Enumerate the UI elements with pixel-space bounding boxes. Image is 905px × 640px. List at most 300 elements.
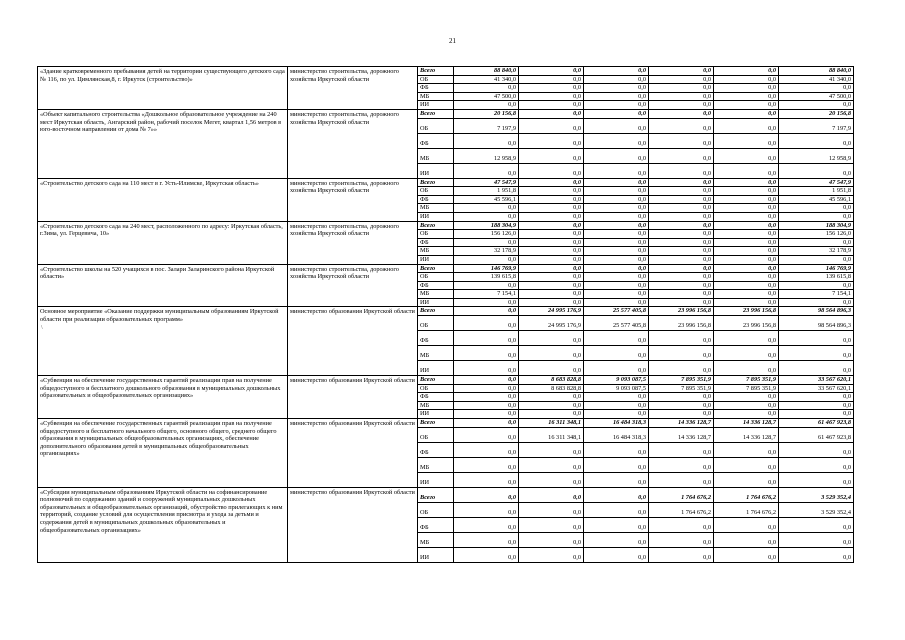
year-value-cell: 23 996 156,8 bbox=[649, 316, 714, 331]
total-cell: 0,0 bbox=[779, 346, 854, 361]
total-cell: 0,0 bbox=[779, 532, 854, 547]
year-value-cell: 0,0 bbox=[714, 346, 779, 361]
year-value-cell: 0,0 bbox=[714, 109, 779, 118]
funding-source: ИИ bbox=[418, 472, 454, 487]
total-cell: 1 951,8 bbox=[779, 187, 854, 196]
year-value-cell: 0,0 bbox=[454, 502, 519, 517]
year-value-cell: 0,0 bbox=[714, 212, 779, 221]
year-value-cell: 0,0 bbox=[519, 346, 584, 361]
year-value-cell: 0,0 bbox=[454, 384, 519, 393]
year-value-cell: 0,0 bbox=[714, 133, 779, 148]
year-value-cell: 0,0 bbox=[519, 148, 584, 163]
year-value-cell: 0,0 bbox=[584, 255, 649, 264]
funding-source: Всего bbox=[418, 109, 454, 118]
total-cell: 0,0 bbox=[779, 133, 854, 148]
year-value-cell: 0,0 bbox=[519, 221, 584, 230]
year-value-cell: 0,0 bbox=[454, 101, 519, 110]
total-cell: 45 596,1 bbox=[779, 195, 854, 204]
year-value-cell: 0,0 bbox=[454, 298, 519, 307]
total-cell: 47 547,9 bbox=[779, 178, 854, 187]
year-value-cell: 188 304,9 bbox=[454, 221, 519, 230]
year-value-cell: 14 336 128,7 bbox=[714, 419, 779, 428]
total-cell: 0,0 bbox=[779, 238, 854, 247]
scan-mark: \ bbox=[41, 325, 43, 331]
year-value-cell: 0,0 bbox=[519, 547, 584, 562]
year-value-cell: 0,0 bbox=[714, 84, 779, 93]
table-row bbox=[38, 307, 854, 316]
year-value-cell: 0,0 bbox=[584, 148, 649, 163]
responsible-executor: министерство образования Иркутской области bbox=[288, 419, 418, 488]
funding-source: ИИ bbox=[418, 212, 454, 221]
total-cell: 156 126,0 bbox=[779, 230, 854, 239]
total-cell: 0,0 bbox=[779, 331, 854, 346]
year-value-cell: 0,0 bbox=[584, 290, 649, 299]
year-value-cell: 0,0 bbox=[714, 401, 779, 410]
year-value-cell: 0,0 bbox=[584, 264, 649, 273]
year-value-cell: 0,0 bbox=[519, 178, 584, 187]
year-value-cell: 0,0 bbox=[519, 204, 584, 213]
funding-source: Всего bbox=[418, 376, 454, 385]
year-value-cell: 0,0 bbox=[714, 75, 779, 84]
year-value-cell: 0,0 bbox=[649, 298, 714, 307]
table-row bbox=[38, 419, 854, 428]
year-value-cell: 0,0 bbox=[714, 204, 779, 213]
year-value-cell: 0,0 bbox=[714, 230, 779, 239]
year-value-cell: 0,0 bbox=[454, 410, 519, 419]
table-row bbox=[38, 221, 854, 230]
total-cell: 61 467 923,8 bbox=[779, 419, 854, 428]
responsible-executor: министерство строительства, дорожного хозяйства Иркутской области bbox=[288, 221, 418, 264]
funding-source: Всего bbox=[418, 307, 454, 316]
year-value-cell: 0,0 bbox=[584, 472, 649, 487]
year-value-cell: 0,0 bbox=[584, 118, 649, 133]
total-cell: 0,0 bbox=[779, 442, 854, 457]
year-value-cell: 14 336 128,7 bbox=[649, 427, 714, 442]
year-value-cell: 0,0 bbox=[649, 109, 714, 118]
year-value-cell: 0,0 bbox=[519, 75, 584, 84]
total-cell: 47 500,0 bbox=[779, 92, 854, 101]
funding-source: МБ bbox=[418, 148, 454, 163]
year-value-cell: 14 336 128,7 bbox=[649, 419, 714, 428]
total-cell: 0,0 bbox=[779, 472, 854, 487]
year-value-cell: 0,0 bbox=[714, 393, 779, 402]
year-value-cell: 0,0 bbox=[649, 547, 714, 562]
year-value-cell: 0,0 bbox=[714, 238, 779, 247]
total-cell: 0,0 bbox=[779, 84, 854, 93]
funding-source: ФБ bbox=[418, 133, 454, 148]
year-value-cell: 0,0 bbox=[714, 273, 779, 282]
year-value-cell: 0,0 bbox=[519, 212, 584, 221]
year-value-cell: 0,0 bbox=[519, 502, 584, 517]
year-value-cell: 0,0 bbox=[454, 331, 519, 346]
year-value-cell: 0,0 bbox=[454, 472, 519, 487]
funding-source: ФБ bbox=[418, 442, 454, 457]
year-value-cell: 16 311 348,1 bbox=[519, 427, 584, 442]
year-value-cell: 0,0 bbox=[584, 187, 649, 196]
year-value-cell: 0,0 bbox=[649, 517, 714, 532]
year-value-cell: 41 340,0 bbox=[454, 75, 519, 84]
total-cell: 0,0 bbox=[779, 517, 854, 532]
measure-name: «Объект капитального строительства «Дошкольное образовательное учреждение на 240 мест Иркутская область, Ангарский район, рабочий поселок Мегет, квартал 1,56 метров в юго-восточном направлении от дома № 7»» bbox=[38, 109, 288, 178]
year-value-cell: 0,0 bbox=[454, 457, 519, 472]
total-cell: 0,0 bbox=[779, 361, 854, 376]
year-value-cell: 0,0 bbox=[584, 517, 649, 532]
responsible-executor: министерство строительства, дорожного хозяйства Иркутской области bbox=[288, 264, 418, 307]
year-value-cell: 1 764 676,2 bbox=[714, 487, 779, 502]
year-value-cell: 0,0 bbox=[584, 133, 649, 148]
year-value-cell: 0,0 bbox=[454, 346, 519, 361]
year-value-cell: 9 093 087,5 bbox=[584, 384, 649, 393]
year-value-cell: 0,0 bbox=[714, 532, 779, 547]
year-value-cell: 0,0 bbox=[519, 195, 584, 204]
total-cell: 188 304,9 bbox=[779, 221, 854, 230]
year-value-cell: 0,0 bbox=[714, 517, 779, 532]
year-value-cell: 0,0 bbox=[649, 101, 714, 110]
total-cell: 0,0 bbox=[779, 298, 854, 307]
year-value-cell: 0,0 bbox=[649, 401, 714, 410]
year-value-cell: 0,0 bbox=[454, 532, 519, 547]
year-value-cell: 0,0 bbox=[714, 547, 779, 562]
year-value-cell: 0,0 bbox=[519, 487, 584, 502]
total-cell: 0,0 bbox=[779, 101, 854, 110]
page-number: 21 bbox=[449, 37, 456, 45]
year-value-cell: 0,0 bbox=[584, 487, 649, 502]
year-value-cell: 0,0 bbox=[649, 195, 714, 204]
year-value-cell: 16 484 318,3 bbox=[584, 427, 649, 442]
year-value-cell: 0,0 bbox=[714, 442, 779, 457]
year-value-cell: 0,0 bbox=[649, 230, 714, 239]
year-value-cell: 0,0 bbox=[649, 442, 714, 457]
year-value-cell: 0,0 bbox=[649, 178, 714, 187]
total-cell: 0,0 bbox=[779, 204, 854, 213]
funding-source: ОБ bbox=[418, 316, 454, 331]
year-value-cell: 7 895 351,9 bbox=[649, 376, 714, 385]
year-value-cell: 0,0 bbox=[714, 148, 779, 163]
year-value-cell: 156 126,0 bbox=[454, 230, 519, 239]
year-value-cell: 0,0 bbox=[584, 401, 649, 410]
year-value-cell: 0,0 bbox=[584, 195, 649, 204]
year-value-cell: 23 996 156,8 bbox=[714, 316, 779, 331]
year-value-cell: 0,0 bbox=[454, 376, 519, 385]
year-value-cell: 0,0 bbox=[454, 419, 519, 428]
year-value-cell: 0,0 bbox=[454, 393, 519, 402]
year-value-cell: 0,0 bbox=[584, 298, 649, 307]
total-cell: 41 340,0 bbox=[779, 75, 854, 84]
funding-source: ФБ bbox=[418, 84, 454, 93]
year-value-cell: 47 500,0 bbox=[454, 92, 519, 101]
funding-source: ОБ bbox=[418, 502, 454, 517]
year-value-cell: 0,0 bbox=[649, 133, 714, 148]
year-value-cell: 0,0 bbox=[584, 109, 649, 118]
total-cell: 7 197,9 bbox=[779, 118, 854, 133]
year-value-cell: 0,0 bbox=[649, 290, 714, 299]
total-cell: 0,0 bbox=[779, 547, 854, 562]
funding-source: МБ bbox=[418, 401, 454, 410]
year-value-cell: 0,0 bbox=[584, 442, 649, 457]
year-value-cell: 0,0 bbox=[519, 118, 584, 133]
table-row bbox=[38, 109, 854, 118]
total-cell: 61 467 923,8 bbox=[779, 427, 854, 442]
year-value-cell: 0,0 bbox=[584, 273, 649, 282]
total-cell: 12 958,9 bbox=[779, 148, 854, 163]
year-value-cell: 0,0 bbox=[519, 84, 584, 93]
year-value-cell: 88 840,0 bbox=[454, 67, 519, 76]
total-cell: 88 840,0 bbox=[779, 67, 854, 76]
funding-source: ИИ bbox=[418, 361, 454, 376]
year-value-cell: 0,0 bbox=[714, 195, 779, 204]
year-value-cell: 0,0 bbox=[454, 487, 519, 502]
year-value-cell: 0,0 bbox=[649, 163, 714, 178]
year-value-cell: 0,0 bbox=[584, 346, 649, 361]
total-cell: 0,0 bbox=[779, 410, 854, 419]
year-value-cell: 0,0 bbox=[454, 427, 519, 442]
measure-name: «Строительство детского сада на 240 мест, расположенного по адресу: Иркутская область, г.Зима, ул. Герцевича, 10» bbox=[38, 221, 288, 264]
year-value-cell: 0,0 bbox=[714, 472, 779, 487]
year-value-cell: 0,0 bbox=[519, 331, 584, 346]
year-value-cell: 25 577 405,8 bbox=[584, 316, 649, 331]
year-value-cell: 0,0 bbox=[714, 187, 779, 196]
year-value-cell: 0,0 bbox=[584, 532, 649, 547]
year-value-cell: 0,0 bbox=[519, 67, 584, 76]
total-cell: 0,0 bbox=[779, 401, 854, 410]
year-value-cell: 0,0 bbox=[454, 442, 519, 457]
funding-table bbox=[37, 66, 854, 563]
responsible-executor: министерство образования Иркутской области bbox=[288, 307, 418, 376]
year-value-cell: 45 596,1 bbox=[454, 195, 519, 204]
year-value-cell: 16 311 348,1 bbox=[519, 419, 584, 428]
year-value-cell: 0,0 bbox=[649, 247, 714, 256]
year-value-cell: 0,0 bbox=[714, 67, 779, 76]
year-value-cell: 1 764 676,2 bbox=[649, 502, 714, 517]
year-value-cell: 0,0 bbox=[649, 221, 714, 230]
year-value-cell: 24 995 176,9 bbox=[519, 307, 584, 316]
funding-source: ОБ bbox=[418, 384, 454, 393]
funding-source: ОБ bbox=[418, 230, 454, 239]
year-value-cell: 0,0 bbox=[454, 401, 519, 410]
funding-source: МБ bbox=[418, 290, 454, 299]
year-value-cell: 12 958,9 bbox=[454, 148, 519, 163]
responsible-executor: министерство строительства, дорожного хозяйства Иркутской области bbox=[288, 67, 418, 110]
year-value-cell: 0,0 bbox=[649, 92, 714, 101]
year-value-cell: 0,0 bbox=[584, 101, 649, 110]
year-value-cell: 0,0 bbox=[649, 472, 714, 487]
year-value-cell: 0,0 bbox=[714, 163, 779, 178]
funding-source: ИИ bbox=[418, 410, 454, 419]
funding-source: ФБ bbox=[418, 195, 454, 204]
year-value-cell: 0,0 bbox=[519, 238, 584, 247]
year-value-cell: 0,0 bbox=[519, 101, 584, 110]
year-value-cell: 0,0 bbox=[714, 331, 779, 346]
year-value-cell: 0,0 bbox=[649, 148, 714, 163]
total-cell: 33 567 620,1 bbox=[779, 384, 854, 393]
year-value-cell: 139 615,8 bbox=[454, 273, 519, 282]
year-value-cell: 0,0 bbox=[454, 255, 519, 264]
year-value-cell: 0,0 bbox=[519, 532, 584, 547]
table-row bbox=[38, 487, 854, 502]
year-value-cell: 1 951,8 bbox=[454, 187, 519, 196]
year-value-cell: 14 336 128,7 bbox=[714, 427, 779, 442]
year-value-cell: 0,0 bbox=[714, 457, 779, 472]
year-value-cell: 0,0 bbox=[714, 290, 779, 299]
year-value-cell: 0,0 bbox=[649, 238, 714, 247]
year-value-cell: 0,0 bbox=[519, 133, 584, 148]
year-value-cell: 0,0 bbox=[454, 212, 519, 221]
year-value-cell: 0,0 bbox=[454, 517, 519, 532]
funding-source: ИИ bbox=[418, 255, 454, 264]
year-value-cell: 0,0 bbox=[584, 238, 649, 247]
year-value-cell: 23 996 156,8 bbox=[714, 307, 779, 316]
funding-source: МБ bbox=[418, 247, 454, 256]
year-value-cell: 0,0 bbox=[649, 281, 714, 290]
year-value-cell: 0,0 bbox=[584, 221, 649, 230]
year-value-cell: 0,0 bbox=[714, 281, 779, 290]
funding-source: МБ bbox=[418, 346, 454, 361]
funding-source: Всего bbox=[418, 264, 454, 273]
year-value-cell: 0,0 bbox=[519, 281, 584, 290]
total-cell: 98 564 896,3 bbox=[779, 316, 854, 331]
year-value-cell: 0,0 bbox=[454, 133, 519, 148]
year-value-cell: 7 895 351,9 bbox=[714, 384, 779, 393]
year-value-cell: 8 683 828,8 bbox=[519, 376, 584, 385]
total-cell: 0,0 bbox=[779, 212, 854, 221]
table-row bbox=[38, 376, 854, 385]
funding-source: ФБ bbox=[418, 331, 454, 346]
funding-source: ОБ bbox=[418, 273, 454, 282]
year-value-cell: 0,0 bbox=[584, 84, 649, 93]
year-value-cell: 0,0 bbox=[714, 247, 779, 256]
year-value-cell: 0,0 bbox=[584, 393, 649, 402]
year-value-cell: 0,0 bbox=[519, 273, 584, 282]
year-value-cell: 0,0 bbox=[519, 517, 584, 532]
year-value-cell: 0,0 bbox=[714, 92, 779, 101]
year-value-cell: 0,0 bbox=[649, 67, 714, 76]
year-value-cell: 0,0 bbox=[649, 84, 714, 93]
year-value-cell: 8 683 828,8 bbox=[519, 384, 584, 393]
measure-name: «Субвенция на обеспечение государственных гарантий реализации прав на получение общедоступного и бесплатного начального общего, основного общего, среднего общего образования в муниципальных общеобразовательных организациях, обеспечение дополнительного образования детей в муниципальных общеобразовательных организациях» bbox=[38, 419, 288, 488]
year-value-cell: 0,0 bbox=[519, 401, 584, 410]
measure-name: Основное мероприятие «Оказание поддержки муниципальным образованиям Иркутской области при реализации образовательных программ» bbox=[38, 307, 288, 376]
year-value-cell: 0,0 bbox=[519, 264, 584, 273]
year-value-cell: 0,0 bbox=[584, 361, 649, 376]
year-value-cell: 20 156,8 bbox=[454, 109, 519, 118]
year-value-cell: 0,0 bbox=[454, 281, 519, 290]
year-value-cell: 0,0 bbox=[714, 255, 779, 264]
total-cell: 0,0 bbox=[779, 163, 854, 178]
year-value-cell: 0,0 bbox=[714, 410, 779, 419]
total-cell: 139 615,8 bbox=[779, 273, 854, 282]
year-value-cell: 0,0 bbox=[454, 361, 519, 376]
total-cell: 0,0 bbox=[779, 393, 854, 402]
measure-name: «Строительство детского сада на 110 мест в г. Усть-Илимске, Иркутская область» bbox=[38, 178, 288, 221]
year-value-cell: 0,0 bbox=[519, 92, 584, 101]
measure-name: «Субвенция на обеспечение государственных гарантий реализации прав на получение общедоступного и бесплатного дошкольного образования в муниципальных дошкольных образовательных и общеобразовательных организациях» bbox=[38, 376, 288, 419]
year-value-cell: 0,0 bbox=[649, 264, 714, 273]
year-value-cell: 1 764 676,2 bbox=[649, 487, 714, 502]
total-cell: 146 769,9 bbox=[779, 264, 854, 273]
year-value-cell: 1 764 676,2 bbox=[714, 502, 779, 517]
year-value-cell: 0,0 bbox=[519, 247, 584, 256]
year-value-cell: 9 093 087,5 bbox=[584, 376, 649, 385]
responsible-executor: министерство образования Иркутской области bbox=[288, 487, 418, 562]
funding-source: МБ bbox=[418, 457, 454, 472]
funding-source: МБ bbox=[418, 532, 454, 547]
year-value-cell: 0,0 bbox=[584, 410, 649, 419]
year-value-cell: 0,0 bbox=[649, 532, 714, 547]
year-value-cell: 0,0 bbox=[519, 361, 584, 376]
year-value-cell: 0,0 bbox=[584, 163, 649, 178]
funding-source: ФБ bbox=[418, 281, 454, 290]
year-value-cell: 7 154,1 bbox=[454, 290, 519, 299]
year-value-cell: 0,0 bbox=[714, 264, 779, 273]
year-value-cell: 0,0 bbox=[519, 163, 584, 178]
funding-source: ИИ bbox=[418, 101, 454, 110]
total-cell: 3 529 352,4 bbox=[779, 487, 854, 502]
year-value-cell: 0,0 bbox=[519, 393, 584, 402]
funding-source: Всего bbox=[418, 178, 454, 187]
year-value-cell: 0,0 bbox=[454, 316, 519, 331]
year-value-cell: 0,0 bbox=[454, 547, 519, 562]
year-value-cell: 0,0 bbox=[649, 118, 714, 133]
table-row bbox=[38, 67, 854, 76]
funding-source: МБ bbox=[418, 92, 454, 101]
funding-source: МБ bbox=[418, 204, 454, 213]
year-value-cell: 23 996 156,8 bbox=[649, 307, 714, 316]
year-value-cell: 0,0 bbox=[519, 410, 584, 419]
year-value-cell: 7 895 351,9 bbox=[649, 384, 714, 393]
funding-source: ИИ bbox=[418, 547, 454, 562]
year-value-cell: 32 178,9 bbox=[454, 247, 519, 256]
year-value-cell: 0,0 bbox=[649, 204, 714, 213]
year-value-cell: 0,0 bbox=[649, 187, 714, 196]
year-value-cell: 0,0 bbox=[584, 247, 649, 256]
measure-name: «Субсидии муниципальным образованиям Иркутской области на софинансирование полномочий по содержанию зданий и сооружений муниципальных дошкольных образовательных и общеобразовательных организаций, обустройство прилегающих к ним территорий, создание условий для осуществления присмотра и ухода за детьми и содержания детей в муниципальных дошкольных образовательных и общеобразовательных организациях» bbox=[38, 487, 288, 562]
table-row bbox=[38, 178, 854, 187]
year-value-cell: 0,0 bbox=[454, 163, 519, 178]
funding-source: ОБ bbox=[418, 427, 454, 442]
funding-source: ИИ bbox=[418, 163, 454, 178]
year-value-cell: 0,0 bbox=[519, 442, 584, 457]
year-value-cell: 0,0 bbox=[519, 457, 584, 472]
year-value-cell: 0,0 bbox=[714, 221, 779, 230]
year-value-cell: 0,0 bbox=[584, 547, 649, 562]
year-value-cell: 0,0 bbox=[649, 212, 714, 221]
total-cell: 20 156,8 bbox=[779, 109, 854, 118]
year-value-cell: 0,0 bbox=[584, 230, 649, 239]
year-value-cell: 0,0 bbox=[649, 361, 714, 376]
year-value-cell: 0,0 bbox=[649, 255, 714, 264]
year-value-cell: 24 995 176,9 bbox=[519, 316, 584, 331]
year-value-cell: 0,0 bbox=[584, 281, 649, 290]
year-value-cell: 0,0 bbox=[649, 75, 714, 84]
year-value-cell: 0,0 bbox=[649, 393, 714, 402]
year-value-cell: 0,0 bbox=[454, 238, 519, 247]
funding-source: ОБ bbox=[418, 187, 454, 196]
responsible-executor: министерство строительства, дорожного хозяйства Иркутской области bbox=[288, 109, 418, 178]
responsible-executor: министерство образования Иркутской области bbox=[288, 376, 418, 419]
year-value-cell: 25 577 405,8 bbox=[584, 307, 649, 316]
year-value-cell: 0,0 bbox=[584, 331, 649, 346]
year-value-cell: 146 769,9 bbox=[454, 264, 519, 273]
year-value-cell: 0,0 bbox=[649, 273, 714, 282]
year-value-cell: 0,0 bbox=[519, 298, 584, 307]
funding-source: Всего bbox=[418, 487, 454, 502]
total-cell: 0,0 bbox=[779, 281, 854, 290]
measure-name: «Строительство школы на 520 учащихся в пос. Залари Заларинского района Иркутской области» bbox=[38, 264, 288, 307]
year-value-cell: 0,0 bbox=[519, 472, 584, 487]
year-value-cell: 16 484 318,3 bbox=[584, 419, 649, 428]
year-value-cell: 0,0 bbox=[714, 178, 779, 187]
total-cell: 0,0 bbox=[779, 457, 854, 472]
